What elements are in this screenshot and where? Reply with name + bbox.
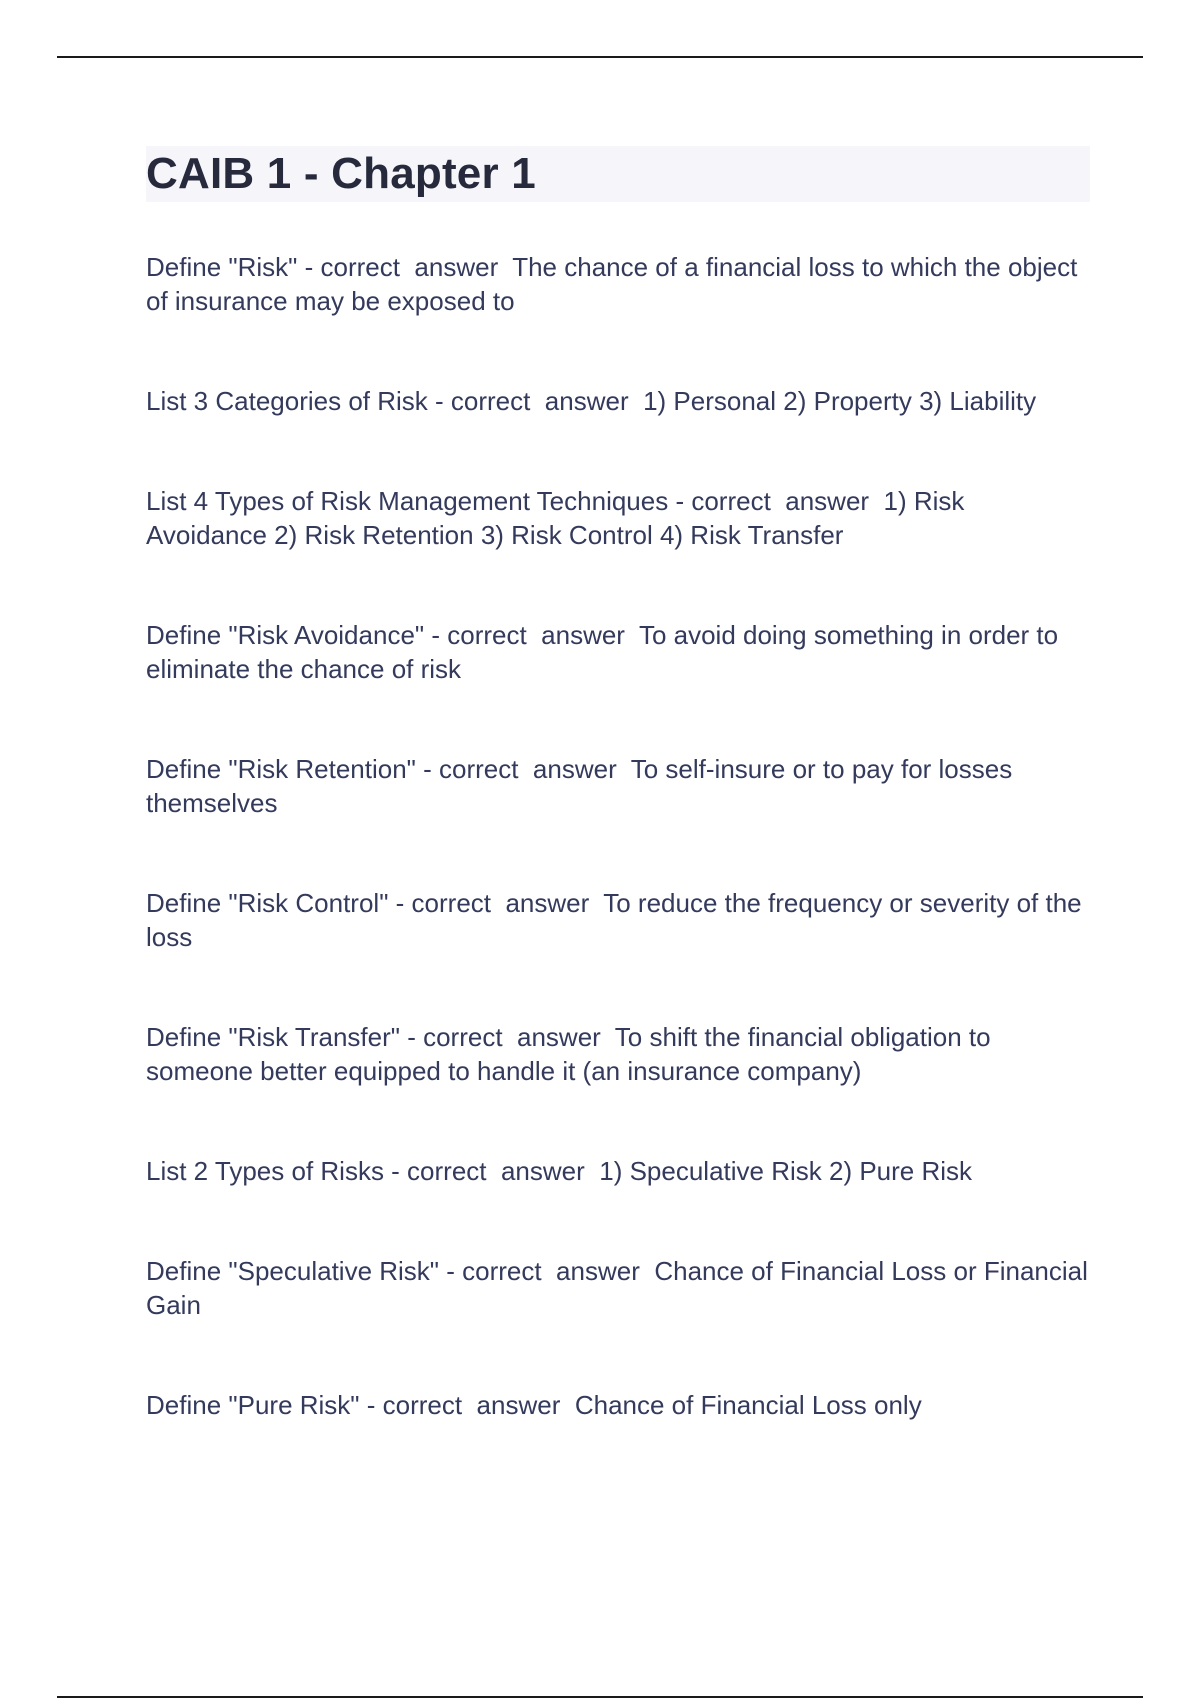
card-answer: Chance of Financial Loss only (574, 1390, 922, 1420)
document-body (146, 146, 1096, 1422)
card-separator: - correct answer (297, 252, 513, 282)
card-separator: - correct answer (415, 754, 631, 784)
card-question: Define "Risk Avoidance" (146, 620, 425, 650)
card-answer: 1) Personal 2) Property 3) Liability (643, 386, 1037, 416)
flashcard (146, 1254, 1096, 1322)
flashcard (146, 384, 1090, 418)
top-rule (57, 56, 1143, 58)
card-separator: - correct answer (359, 1390, 575, 1420)
flashcard (146, 1020, 1090, 1088)
card-question: List 2 Types of Risks (146, 1156, 384, 1186)
card-answer: To avoid doing something in order to eliminate the chance of risk (146, 620, 1066, 684)
card-question: Define "Risk Transfer" (146, 1022, 400, 1052)
card-question: List 4 Types of Risk Management Techniques (146, 486, 669, 516)
card-question: Define "Risk Retention" (146, 754, 416, 784)
flashcard (146, 618, 1090, 686)
card-question: List 3 Categories of Risk (146, 386, 428, 416)
title-banner (146, 146, 1090, 202)
card-answer: To self-insure or to pay for losses themselves (146, 754, 1020, 818)
flashcard (146, 752, 1090, 820)
card-question: Define "Pure Risk" (146, 1390, 360, 1420)
flashcard (146, 886, 1090, 954)
card-separator: - correct answer (388, 888, 604, 918)
card-answer: Chance of Financial Loss or Financial Gain (146, 1256, 1096, 1320)
bottom-rule (57, 1696, 1143, 1698)
flashcard (146, 1154, 1090, 1188)
flashcard (146, 484, 1090, 552)
card-answer: To reduce the frequency or severity of the loss (146, 888, 1089, 952)
card-answer: 1) Risk Avoidance 2) Risk Retention 3) Risk Control 4) Risk Transfer (146, 486, 971, 550)
card-separator: - correct answer (383, 1156, 600, 1186)
flashcard-list (146, 250, 1096, 1422)
card-answer: The chance of a financial loss to which the object of insurance may be exposed to (146, 252, 1085, 316)
flashcard (146, 1388, 1090, 1422)
card-question: Define "Risk" (146, 252, 298, 282)
card-separator: - correct answer (424, 620, 639, 650)
card-separator: - correct answer (399, 1022, 615, 1052)
card-answer: 1) Speculative Risk 2) Pure Risk (599, 1156, 973, 1186)
card-question: Define "Speculative Risk" (146, 1256, 440, 1286)
card-separator: - correct answer (439, 1256, 655, 1286)
card-separator: - correct answer (668, 486, 884, 516)
flashcard (146, 250, 1090, 318)
card-separator: - correct answer (427, 386, 644, 416)
page-title: CAIB 1 - Chapter 1 (146, 149, 536, 198)
card-answer: To shift the financial obligation to someone better equipped to handle it (an insurance company) (146, 1022, 998, 1086)
card-question: Define "Risk Control" (146, 888, 389, 918)
